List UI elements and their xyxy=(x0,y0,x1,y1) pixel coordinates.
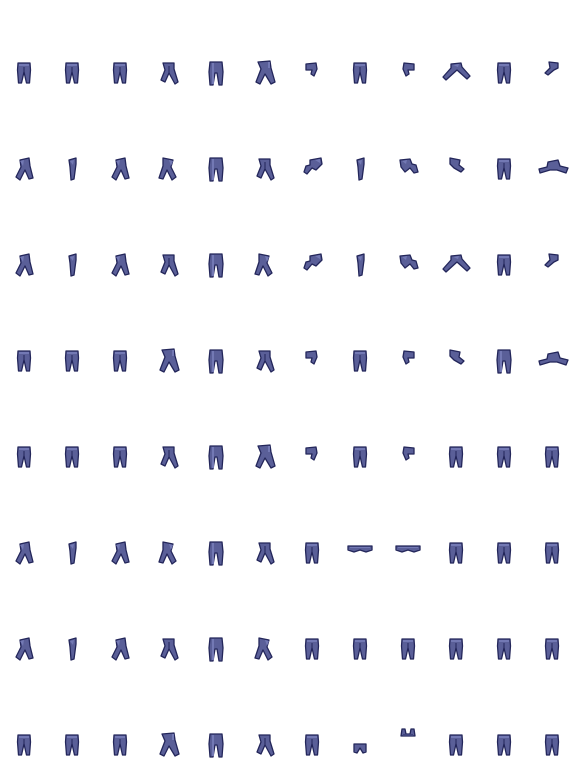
sprite-frame-r2-c3 xyxy=(96,96,144,192)
stand-down-pants-sprite xyxy=(528,480,576,576)
side-left-pants-sprite xyxy=(384,384,432,480)
run-right-pants-sprite xyxy=(144,96,192,192)
side-left-pants-sprite xyxy=(384,0,432,96)
sprite-frame-r3-c4 xyxy=(144,192,192,288)
sprite-frame-r1-c5 xyxy=(192,0,240,96)
side-kick-pants-sprite xyxy=(528,0,576,96)
sprite-frame-r1-c3 xyxy=(96,0,144,96)
stand-down-pants-sprite xyxy=(288,672,336,768)
sprite-frame-r3-c3 xyxy=(96,192,144,288)
sprite-frame-r6-c9 xyxy=(384,480,432,576)
lean-pants-sprite xyxy=(48,480,96,576)
stand-down-pants-sprite xyxy=(432,480,480,576)
run-left-pants-sprite xyxy=(96,96,144,192)
stand-down-pants-sprite xyxy=(432,384,480,480)
sprite-frame-r6-c10 xyxy=(432,480,480,576)
stand-down-pants-sprite xyxy=(528,384,576,480)
sprite-frame-r4-c10 xyxy=(432,288,480,384)
sprite-frame-r8-c5 xyxy=(192,672,240,768)
sprite-frame-r2-c7 xyxy=(288,96,336,192)
stand-up-pants-sprite xyxy=(192,480,240,576)
sprite-frame-r4-c4 xyxy=(144,288,192,384)
lean-pants-sprite xyxy=(48,576,96,672)
sprite-frame-r7-c5 xyxy=(192,576,240,672)
stand-down-pants-sprite xyxy=(48,288,96,384)
stand-up-pants-sprite xyxy=(192,672,240,768)
sprite-frame-r3-c1 xyxy=(0,192,48,288)
stand-down-pants-sprite xyxy=(336,288,384,384)
stand-up-pants-sprite xyxy=(192,288,240,384)
sprite-frame-r7-c1 xyxy=(0,576,48,672)
sprite-frame-r5-c5 xyxy=(192,384,240,480)
sprite-frame-r5-c12 xyxy=(528,384,576,480)
stand-up-pants-sprite xyxy=(480,288,528,384)
stand-up-pants-sprite xyxy=(192,384,240,480)
stand-down-pants-sprite xyxy=(288,576,336,672)
spin-right-pants-sprite xyxy=(288,192,336,288)
splits-low-pants-sprite xyxy=(528,288,576,384)
side-left-pants-sprite xyxy=(384,288,432,384)
sprite-frame-r7-c9 xyxy=(384,576,432,672)
sprite-frame-r7-c3 xyxy=(96,576,144,672)
stride-up-pants-sprite xyxy=(240,0,288,96)
stand-down-pants-sprite xyxy=(432,576,480,672)
lean-pants-sprite xyxy=(336,192,384,288)
run-right-pants-sprite xyxy=(144,480,192,576)
stride-down-pants-sprite xyxy=(240,480,288,576)
sprite-frame-r4-c3 xyxy=(96,288,144,384)
run-left-pants-sprite xyxy=(96,192,144,288)
sprite-frame-r3-c5 xyxy=(192,192,240,288)
stand-down-pants-sprite xyxy=(0,0,48,96)
sprite-frame-r1-c8 xyxy=(336,0,384,96)
sprite-frame-r5-c1 xyxy=(0,384,48,480)
stand-down-pants-sprite xyxy=(48,0,96,96)
sprite-frame-r8-c12 xyxy=(528,672,576,768)
sprite-frame-r5-c2 xyxy=(48,384,96,480)
sprite-frame-r4-c12 xyxy=(528,288,576,384)
sprite-frame-r4-c6 xyxy=(240,288,288,384)
run-left-pants-sprite xyxy=(0,96,48,192)
sprite-frame-r8-c1 xyxy=(0,672,48,768)
stand-down-pants-sprite xyxy=(48,384,96,480)
stride-down-pants-sprite xyxy=(240,96,288,192)
sprite-frame-r4-c1 xyxy=(0,288,48,384)
splits-pants-sprite xyxy=(432,192,480,288)
side-right-pants-sprite xyxy=(288,384,336,480)
stand-down-pants-sprite xyxy=(480,576,528,672)
sprite-frame-r4-c8 xyxy=(336,288,384,384)
run-right-pants-sprite xyxy=(240,192,288,288)
flat-splits-pants-sprite xyxy=(384,480,432,576)
sprite-frame-r6-c6 xyxy=(240,480,288,576)
side-fold-pants-sprite xyxy=(432,96,480,192)
run-right-pants-sprite xyxy=(240,576,288,672)
sprite-frame-r8-c2 xyxy=(48,672,96,768)
sprite-frame-r2-c6 xyxy=(240,96,288,192)
run-left-pants-sprite xyxy=(96,576,144,672)
stride-up-pants-sprite xyxy=(144,672,192,768)
low-crouch-pants-sprite xyxy=(336,672,384,768)
splits-low-pants-sprite xyxy=(528,96,576,192)
lean-pants-sprite xyxy=(336,96,384,192)
sprite-frame-r1-c4 xyxy=(144,0,192,96)
side-kick-pants-sprite xyxy=(528,192,576,288)
stand-down-pants-sprite xyxy=(336,0,384,96)
sprite-frame-r5-c10 xyxy=(432,384,480,480)
sprite-frame-r8-c8 xyxy=(336,672,384,768)
sprite-frame-r2-c12 xyxy=(528,96,576,192)
stand-down-pants-sprite xyxy=(480,96,528,192)
lean-pants-sprite xyxy=(48,192,96,288)
sprite-frame-r2-c4 xyxy=(144,96,192,192)
stride-down-pants-sprite xyxy=(144,384,192,480)
sprite-frame-r8-c4 xyxy=(144,672,192,768)
sprite-frame-r3-c11 xyxy=(480,192,528,288)
sprite-frame-r5-c6 xyxy=(240,384,288,480)
sprite-frame-r2-c1 xyxy=(0,96,48,192)
sprite-frame-r5-c7 xyxy=(288,384,336,480)
lean-pants-sprite xyxy=(48,96,96,192)
sprite-frame-r1-c11 xyxy=(480,0,528,96)
sprite-frame-r1-c6 xyxy=(240,0,288,96)
sprite-frame-r7-c8 xyxy=(336,576,384,672)
sprite-frame-r7-c4 xyxy=(144,576,192,672)
spin-left-pants-sprite xyxy=(384,192,432,288)
sprite-frame-r1-c10 xyxy=(432,0,480,96)
stand-down-pants-sprite xyxy=(0,288,48,384)
sprite-frame-r8-c6 xyxy=(240,672,288,768)
side-right-pants-sprite xyxy=(288,0,336,96)
sprite-frame-r7-c11 xyxy=(480,576,528,672)
stand-down-pants-sprite xyxy=(288,480,336,576)
sprite-frame-r4-c2 xyxy=(48,288,96,384)
sprite-frame-r6-c8 xyxy=(336,480,384,576)
stand-down-pants-sprite xyxy=(432,672,480,768)
sprite-frame-r7-c10 xyxy=(432,576,480,672)
stand-down-pants-sprite xyxy=(480,480,528,576)
sprite-frame-r3-c7 xyxy=(288,192,336,288)
stand-down-pants-sprite xyxy=(480,0,528,96)
sprite-frame-r6-c5 xyxy=(192,480,240,576)
sprite-frame-r2-c5 xyxy=(192,96,240,192)
stand-up-pants-sprite xyxy=(192,96,240,192)
sprite-frame-r1-c9 xyxy=(384,0,432,96)
side-right-pants-sprite xyxy=(288,288,336,384)
sprite-frame-r6-c12 xyxy=(528,480,576,576)
stand-down-pants-sprite xyxy=(528,672,576,768)
sprite-frame-r3-c9 xyxy=(384,192,432,288)
sprite-frame-r6-c7 xyxy=(288,480,336,576)
sprite-frame-r8-c3 xyxy=(96,672,144,768)
sprite-frame-r6-c1 xyxy=(0,480,48,576)
stand-down-pants-sprite xyxy=(96,672,144,768)
stand-down-pants-sprite xyxy=(336,576,384,672)
stride-up-pants-sprite xyxy=(144,288,192,384)
sprite-frame-r2-c10 xyxy=(432,96,480,192)
sprite-frame-r5-c4 xyxy=(144,384,192,480)
sprite-frame-r4-c5 xyxy=(192,288,240,384)
sprite-frame-r5-c8 xyxy=(336,384,384,480)
sprite-frame-r1-c12 xyxy=(528,0,576,96)
side-fold-pants-sprite xyxy=(432,288,480,384)
stride-up-pants-sprite xyxy=(240,384,288,480)
sprite-frame-r6-c4 xyxy=(144,480,192,576)
stand-up-pants-sprite xyxy=(192,192,240,288)
sprite-frame-r8-c9 xyxy=(384,672,432,768)
sprite-frame-r6-c3 xyxy=(96,480,144,576)
sprite-frame-r3-c6 xyxy=(240,192,288,288)
raised-legs-pants-sprite xyxy=(384,672,432,768)
sprite-frame-r4-c7 xyxy=(288,288,336,384)
sprite-frame-r5-c9 xyxy=(384,384,432,480)
sprite-frame-r1-c2 xyxy=(48,0,96,96)
sprite-frame-r7-c6 xyxy=(240,576,288,672)
sprite-frame-r2-c9 xyxy=(384,96,432,192)
stride-down-pants-sprite xyxy=(240,288,288,384)
stand-down-pants-sprite xyxy=(336,384,384,480)
stride-down-pants-sprite xyxy=(144,192,192,288)
stand-up-pants-sprite xyxy=(192,576,240,672)
sprite-frame-r7-c7 xyxy=(288,576,336,672)
splits-pants-sprite xyxy=(432,0,480,96)
stand-down-pants-sprite xyxy=(384,576,432,672)
sprite-frame-r6-c2 xyxy=(48,480,96,576)
sprite-frame-r6-c11 xyxy=(480,480,528,576)
run-left-pants-sprite xyxy=(96,480,144,576)
sprite-frame-r2-c8 xyxy=(336,96,384,192)
sprite-frame-r1-c1 xyxy=(0,0,48,96)
sprite-frame-r5-c11 xyxy=(480,384,528,480)
stand-down-pants-sprite xyxy=(48,672,96,768)
stand-down-pants-sprite xyxy=(480,192,528,288)
stride-down-pants-sprite xyxy=(144,576,192,672)
sprite-frame-r4-c9 xyxy=(384,288,432,384)
stand-down-pants-sprite xyxy=(96,288,144,384)
stand-down-pants-sprite xyxy=(480,672,528,768)
sprite-frame-r1-c7 xyxy=(288,0,336,96)
run-left-pants-sprite xyxy=(0,576,48,672)
sprite-frame-r3-c12 xyxy=(528,192,576,288)
stride-down-pants-sprite xyxy=(240,672,288,768)
stand-down-pants-sprite xyxy=(96,384,144,480)
stand-down-pants-sprite xyxy=(0,384,48,480)
stand-down-pants-sprite xyxy=(528,576,576,672)
sprite-frame-r2-c11 xyxy=(480,96,528,192)
stand-down-pants-sprite xyxy=(96,0,144,96)
sprite-frame-r8-c7 xyxy=(288,672,336,768)
sprite-frame-r7-c12 xyxy=(528,576,576,672)
run-left-pants-sprite xyxy=(0,480,48,576)
sprite-frame-r7-c2 xyxy=(48,576,96,672)
sprite-frame-r8-c10 xyxy=(432,672,480,768)
sprite-frame-r3-c8 xyxy=(336,192,384,288)
flat-splits-pants-sprite xyxy=(336,480,384,576)
stand-down-pants-sprite xyxy=(0,672,48,768)
sprite-frame-r5-c3 xyxy=(96,384,144,480)
stride-down-pants-sprite xyxy=(144,0,192,96)
sprite-frame-r8-c11 xyxy=(480,672,528,768)
sprite-frame-r3-c10 xyxy=(432,192,480,288)
spin-left-pants-sprite xyxy=(384,96,432,192)
stand-up-pants-sprite xyxy=(192,0,240,96)
sprite-frame-r4-c11 xyxy=(480,288,528,384)
spin-right-pants-sprite xyxy=(288,96,336,192)
sprite-frame-r3-c2 xyxy=(48,192,96,288)
stand-down-pants-sprite xyxy=(480,384,528,480)
run-left-pants-sprite xyxy=(0,192,48,288)
sprite-frame-r2-c2 xyxy=(48,96,96,192)
